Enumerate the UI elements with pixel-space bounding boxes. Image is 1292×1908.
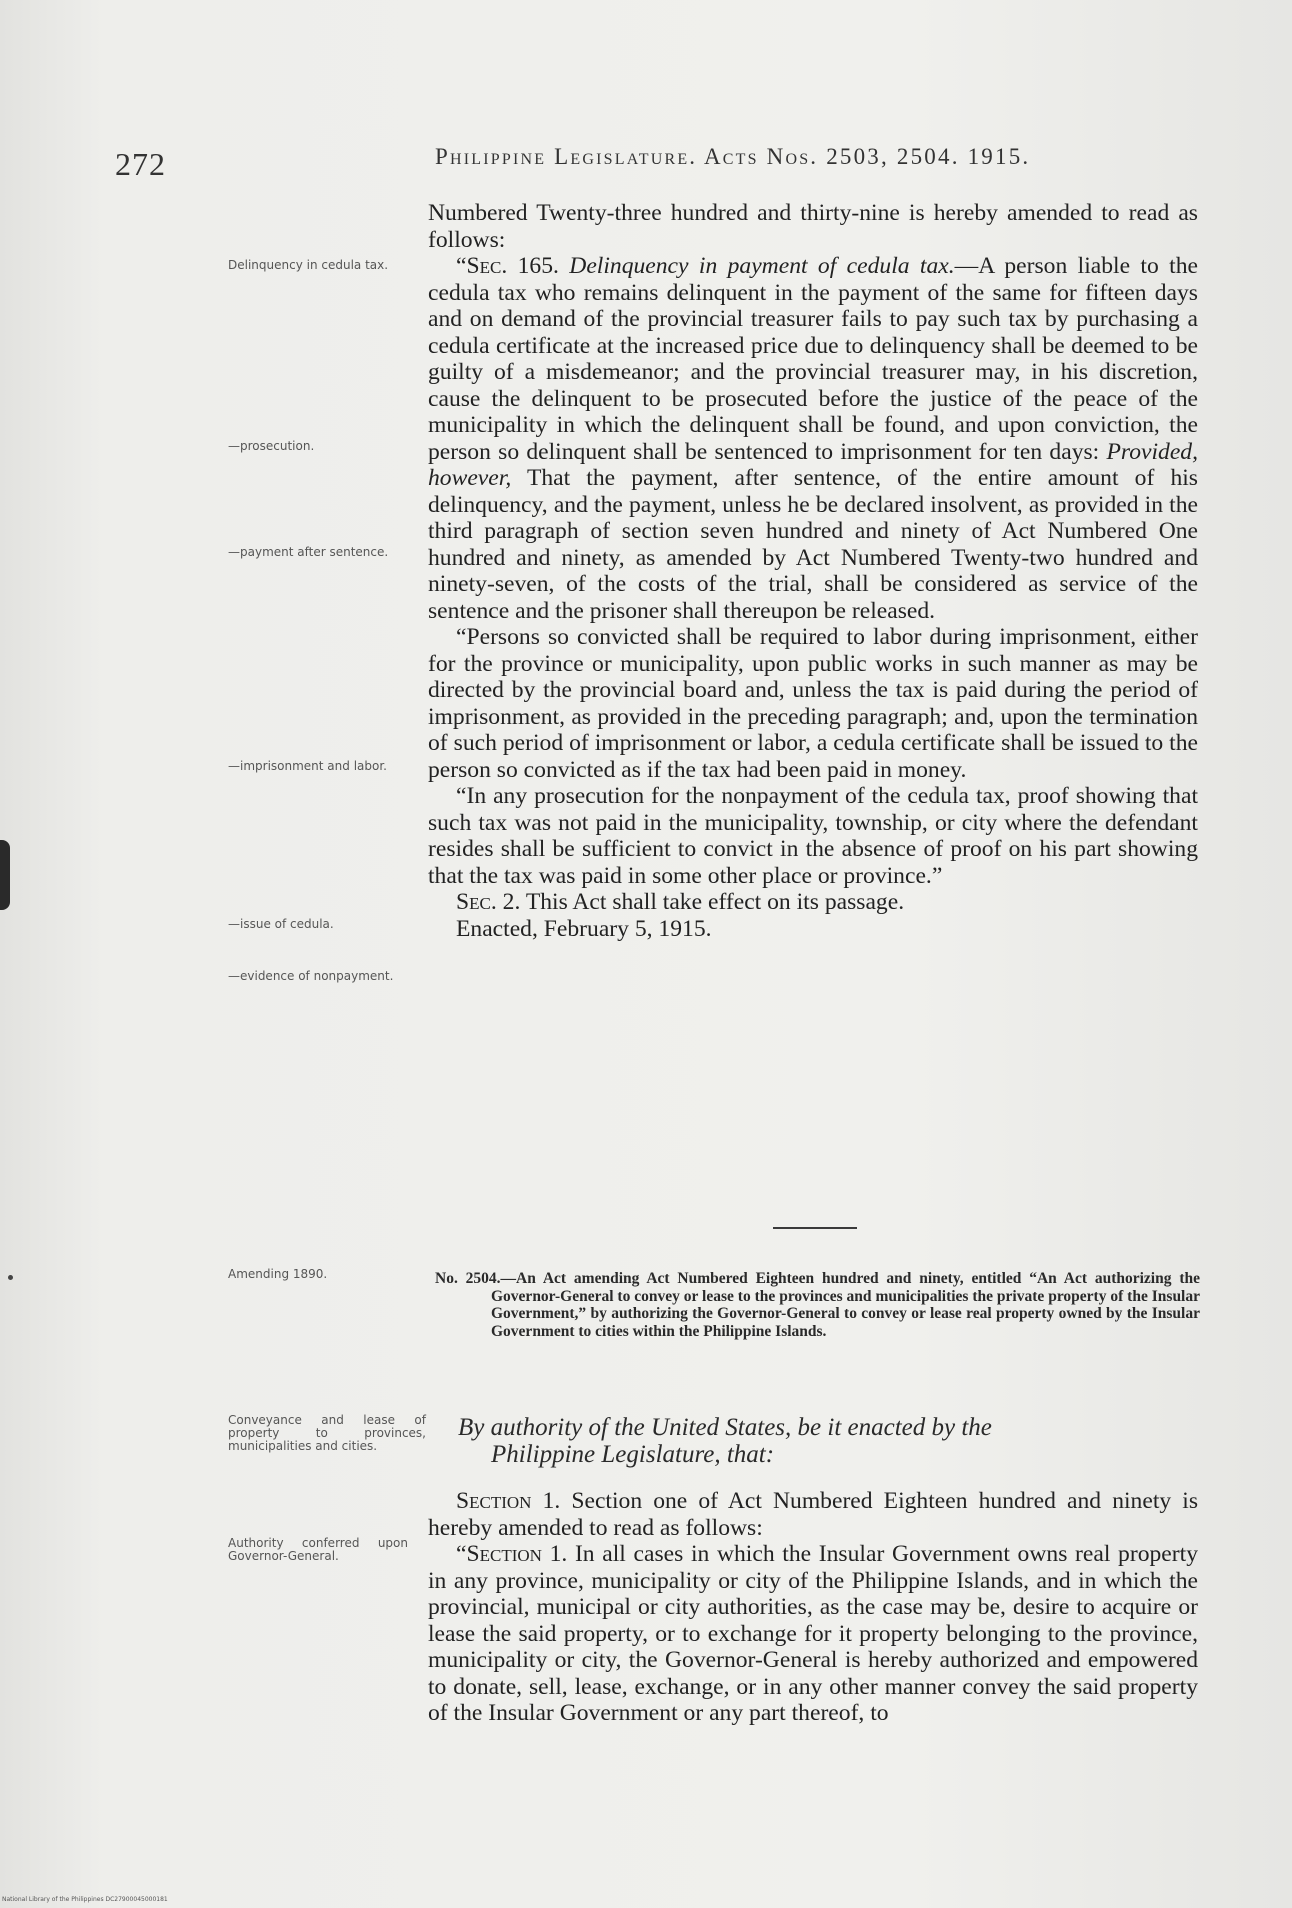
sidenote-conveyance-lease: Conveyance and lease of property to provinces, municipalities and cities. <box>228 1413 426 1453</box>
sidenote-imprisonment-labor: —imprisonment and labor. <box>228 759 387 773</box>
sec-165-label: “Sec. 165. <box>456 253 559 279</box>
paragraph-prosecution-proof: “In any prosecution for the nonpayment of the cedula tax, proof showing that such tax was not paid in the municipality, township, or city where the defendant resides shall be sufficient to convict in the absence of proof on his part showing that the tax was paid in some other place or province.” <box>428 783 1198 889</box>
paragraph-amended: Numbered Twenty-three hundred and thirty-nine is hereby amended to read as follows: <box>428 200 1198 253</box>
library-footer: National Library of the Philippines DC27900045000181 <box>2 1896 168 1903</box>
scan-speck <box>8 1275 13 1280</box>
enacting-clause-line-2: Philippine Legislature, that: <box>491 1441 775 1468</box>
sidenote-amending-1890: Amending 1890. <box>228 1267 328 1281</box>
enacted-date: Enacted, February 5, 1915. <box>456 915 712 942</box>
sec-165-text: —A person liable to the cedula tax who remains delinquent in the payment of the same for fifteen days and on demand of the provincial treasurer fails to pay such tax by purchasing a cedula certificate at the increased price due to delinquency shall be deemed to be guilty of a misdemeanor; and the provincial treasurer may, in his discretion, cause the delinquent to be prosecuted before the justice of the peace of the municipality in which the delinquent shall be found, and upon conviction, the person so delinquent shall be sentenced to imprisonment for ten days: <box>428 253 1198 465</box>
sidenote-payment-after-sentence: —payment after sentence. <box>228 545 389 559</box>
scan-edge-mark <box>0 840 10 910</box>
act-2504-summary <box>435 1270 1200 1340</box>
sidenote-issue-of-cedula: —issue of cedula. <box>228 917 334 931</box>
paragraph-persons-convicted: “Persons so convicted shall be required to labor during imprisonment, either for the province or municipality, upon public works in such manner as may be directed by the provincial board and, unless the tax is paid during the period of imprisonment, as provided in the preceding paragraph; and, upon the termination of such period of imprisonment or labor, a cedula certificate shall be issued to the person so convicted as if the tax had been paid in money. <box>428 624 1198 783</box>
sidenote-evidence-nonpayment: —evidence of nonpayment. <box>228 969 394 983</box>
section-1-text: Section one of Act Numbered Eighteen hundred and ninety is hereby amended to read as follows: <box>428 1488 1199 1541</box>
paragraph-quoted-section-1 <box>428 1541 1198 1727</box>
page-number: 272 <box>115 146 166 182</box>
paragraph-sec-2 <box>428 889 1198 916</box>
paragraph-sec-165 <box>428 253 1198 624</box>
section-1-label: Section 1. <box>456 1488 561 1514</box>
section-divider <box>773 1227 857 1229</box>
quoted-section-1-label: “Section 1. <box>456 1541 568 1567</box>
enacting-clause-line-1: By authority of the United States, be it enacted by the <box>458 1414 992 1441</box>
act-2504-summary-text: No. 2504.—An Act amending Act Numbered Eighteen hundred and ninety, entitled “An Act authorizing the Governor-General to convey or lease to the provinces and municipalities the private property of the Insular Government,” by authorizing the Governor-General to convey or lease real property owned by the Insular Government to cities within the Philippine Islands. <box>435 1270 1200 1340</box>
body-text-act-2503 <box>428 200 1198 942</box>
body-text-act-2504 <box>428 1488 1198 1727</box>
running-head: Philippine Legislature. Acts Nos. 2503, 2504. 1915. <box>435 144 1031 169</box>
sidenote-authority-conferred: Authority conferred upon Governor-General. <box>228 1536 408 1563</box>
quoted-section-1-text: In all cases in which the Insular Government owns real property in any province, municipality or city of the Philippine Islands, and in which the provincial, municipal or city authorities, as the case may be, desire to acquire or lease the said property, or to exchange for it property belonging to the province, municipality or city, the Governor-General is hereby authorized and empowered to donate, sell, lease, exchange, or in any other manner convey the said property of the Insular Government or any part thereof, to <box>428 1541 1198 1726</box>
sec-2-label: Sec. 2. <box>456 889 521 915</box>
sec-165-text-2: That the payment, after sentence, of the entire amount of his delinquency, and the payment, unless he be declared insolvent, as provided in the third paragraph of section seven hundred and ninety of Act Numbered One hundred and ninety, as amended by Act Numbered Twenty-two hundred and ninety-seven, of the costs of the trial, shall be considered as service of the sentence and the prisoner shall thereupon be released. <box>428 465 1198 624</box>
sidenote-prosecution: —prosecution. <box>228 439 315 453</box>
provided-however: Provided, however, <box>428 438 1198 491</box>
sec-2-text: This Act shall take effect on its passage. <box>520 889 905 915</box>
sidenote-delinquency: Delinquency in cedula tax. <box>228 258 389 272</box>
paragraph-section-1 <box>428 1488 1198 1541</box>
sec-165-title: Delinquency in payment of cedula tax. <box>569 253 955 279</box>
enacting-clause <box>458 1414 1198 1468</box>
